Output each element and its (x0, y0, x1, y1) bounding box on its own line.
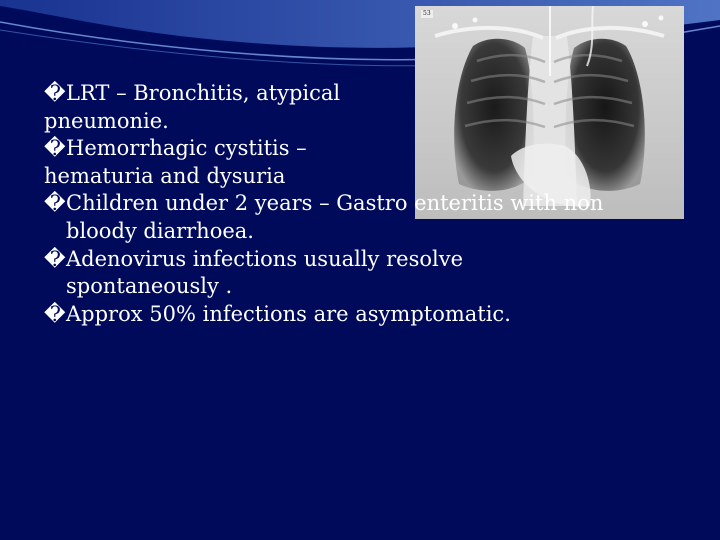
bullet-text-line1: Children under 2 years – Gastro enteritis with non (66, 191, 604, 216)
xray-marker-label: 53 (423, 10, 431, 17)
bullet-icon: � (44, 246, 66, 271)
bullet-item (44, 246, 684, 301)
bullet-text-line1: Approx 50% infections are asymptomatic. (66, 301, 511, 326)
bullet-text-line2: hematuria and dysuria (44, 163, 286, 188)
bullet-icon: � (44, 81, 66, 105)
bullet-text-line1: Adenovirus infections usually resolve (66, 246, 463, 271)
bullet-list (44, 80, 684, 328)
bullet-text-line2: spontaneously . (66, 274, 233, 299)
bullet-icon: � (44, 136, 66, 161)
bullet-item (44, 301, 684, 329)
bullet-text-line1: LRT – Bronchitis, atypical (66, 81, 341, 105)
bullet-item (44, 135, 684, 190)
bullet-text-line2: bloody diarrhoea. (66, 218, 254, 243)
bullet-text-line2: pneumonie. (44, 108, 169, 133)
bullet-icon: � (44, 191, 66, 216)
bullet-item (44, 80, 684, 135)
bullet-icon: � (44, 301, 66, 326)
bullet-item (44, 190, 684, 245)
bullet-text-line1: Hemorrhagic cystitis – (66, 136, 307, 161)
